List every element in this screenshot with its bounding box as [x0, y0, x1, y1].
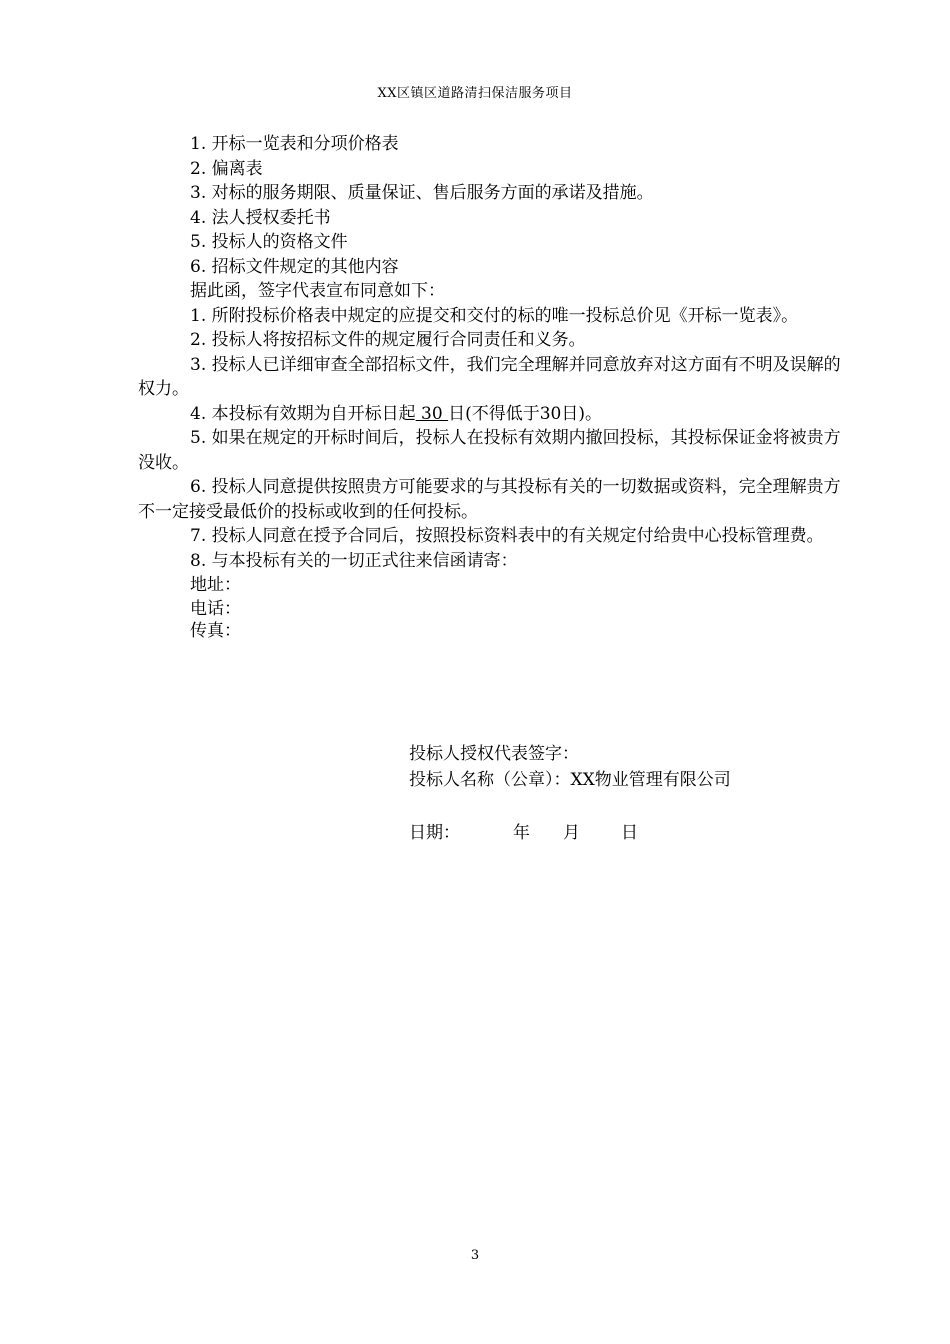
clause-7: 7. 投标人同意在授予合同后，按照投标资料表中的有关规定付给贵中心投标管理费。	[190, 526, 824, 546]
clause-3: 3. 投标人已详细审查全部招标文件，我们完全理解并同意放弃对这方面有不明及误解的权力。	[138, 354, 841, 399]
list-item-3: 3. 对标的服务期限、质量保证、售后服务方面的承诺及措施。	[190, 183, 654, 203]
signature-name-label: 投标人名称（公章）：	[409, 770, 571, 790]
contact-address: 地址：	[190, 575, 241, 595]
date-year: 年	[513, 823, 530, 843]
list-item-2: 2. 偏离表	[190, 158, 263, 179]
document-body	[138, 132, 850, 642]
list-item-1: 1. 开标一览表和分项价格表	[190, 134, 399, 154]
list-item-5: 5. 投标人的资格文件	[190, 232, 348, 252]
clause-4-suffix: 日(不得低于30日)。	[448, 403, 602, 424]
intro-line: 据此函，签字代表宣布同意如下：	[190, 281, 445, 301]
clause-4	[138, 402, 850, 427]
validity-days: 30	[415, 403, 449, 424]
date-line	[409, 818, 638, 843]
page-header: XX区镇区道路清扫保洁服务项目	[377, 86, 573, 101]
list-item-4: 4. 法人授权委托书	[190, 207, 331, 228]
contact-phone: 电话：	[190, 598, 241, 619]
company-name: XX物业管理有限公司	[570, 770, 731, 790]
date-label: 日期：	[409, 823, 460, 843]
clause-6: 6. 投标人同意提供按照贵方可能要求的与其投标有关的一切数据或资料，完全理解贵方不一定接受最低价的投标或收到的任何投标。	[138, 477, 841, 522]
clause-5: 5. 如果在规定的开标时间后，投标人在投标有效期内撤回投标，其投标保证金将被贵方没收。	[138, 428, 841, 473]
list-item-6: 6. 招标文件规定的其他内容	[190, 256, 399, 277]
date-day: 日	[621, 823, 638, 843]
clause-2: 2. 投标人将按招标文件的规定履行合同责任和义务。	[190, 330, 586, 350]
clause-4-prefix: 4. 本投标有效期为自开标日起	[190, 403, 416, 424]
signature-name	[409, 768, 731, 792]
clause-8: 8. 与本投标有关的一切正式往来信函请寄：	[190, 550, 518, 571]
date-month: 月	[563, 823, 580, 843]
clause-1: 1. 所附投标价格表中规定的应提交和交付的标的唯一投标总价见《开标一览表》。	[190, 305, 799, 326]
contact-fax: 传真：	[190, 620, 241, 641]
signature-rep: 投标人授权代表签字：	[409, 744, 579, 764]
page-number: 3	[470, 1248, 480, 1263]
